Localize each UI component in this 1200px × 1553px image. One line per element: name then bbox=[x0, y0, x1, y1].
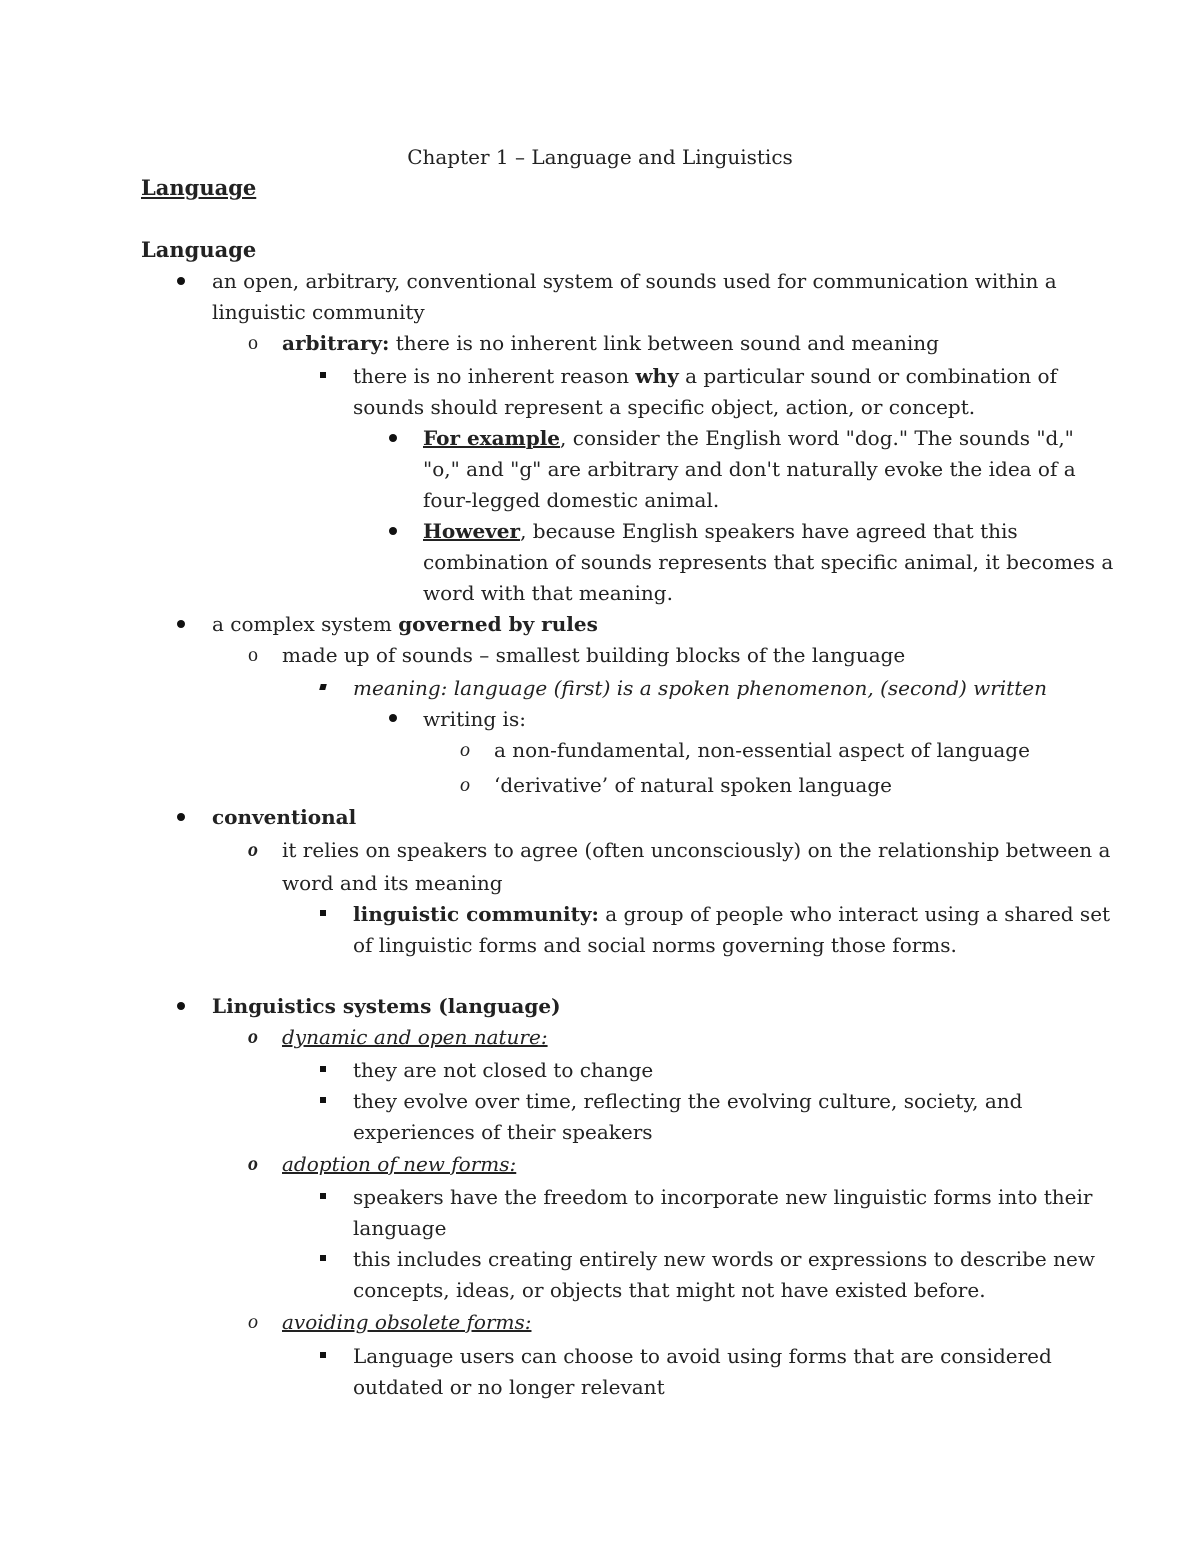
circle-bullet-icon: o bbox=[248, 1153, 258, 1175]
circle-bullet-icon: o bbox=[460, 739, 470, 761]
list-item-line bbox=[353, 363, 1057, 389]
square-bullet-icon bbox=[319, 684, 327, 690]
list-item-line: experiences of their speakers bbox=[353, 1120, 653, 1144]
page-title: Chapter 1 – Language and Linguistics bbox=[407, 145, 793, 169]
subheading: Language bbox=[141, 237, 257, 262]
text-segment: a complex system bbox=[212, 612, 399, 636]
circle-bullet-icon: o bbox=[460, 774, 470, 796]
circle-bullet-icon: o bbox=[248, 1026, 258, 1048]
list-item-line bbox=[353, 901, 1110, 927]
list-item-line: ‘derivative’ of natural spoken language bbox=[494, 773, 892, 797]
list-item-line: linguistic community bbox=[212, 300, 425, 324]
term-arbitrary: arbitrary: bbox=[282, 331, 390, 355]
list-item-line: they evolve over time, reflecting the evolving culture, society, and bbox=[353, 1089, 1023, 1113]
square-bullet-icon bbox=[320, 372, 326, 378]
list-item-line: four-legged domestic animal. bbox=[423, 488, 720, 512]
square-bullet-icon bbox=[320, 1255, 326, 1261]
text-segment: , consider the English word "dog." The sounds "d," bbox=[560, 426, 1074, 450]
list-item-line: meaning: language (first) is a spoken phenomenon, (second) written bbox=[353, 676, 1047, 700]
text-segment: there is no inherent reason bbox=[353, 364, 636, 388]
square-bullet-icon bbox=[320, 1097, 326, 1103]
list-item-line: made up of sounds – smallest building blocks of the language bbox=[282, 643, 906, 667]
term-linguistic-community: linguistic community: bbox=[353, 902, 599, 926]
list-item-line: outdated or no longer relevant bbox=[353, 1375, 665, 1399]
list-item-line: concepts, ideas, or objects that might not have existed before. bbox=[353, 1278, 986, 1302]
list-item-line: Language users can choose to avoid using forms that are considered bbox=[353, 1344, 1052, 1368]
list-item-line: language bbox=[353, 1216, 447, 1240]
circle-bullet-icon: o bbox=[248, 839, 258, 861]
list-item-line bbox=[212, 611, 598, 637]
list-item-line: a non-fundamental, non-essential aspect of language bbox=[494, 738, 1030, 762]
list-item-line: this includes creating entirely new words or expressions to describe new bbox=[353, 1247, 1095, 1271]
bullet-dot-icon bbox=[389, 434, 397, 442]
bullet-dot-icon bbox=[177, 1002, 185, 1010]
list-item-line: writing is: bbox=[423, 707, 526, 731]
list-item-line: an open, arbitrary, conventional system of sounds used for communication within a bbox=[212, 269, 1057, 293]
section-heading: Language bbox=[141, 175, 257, 200]
list-item-line bbox=[282, 330, 939, 356]
list-item-line: of linguistic forms and social norms governing those forms. bbox=[353, 933, 957, 957]
text-segment: , because English speakers have agreed that this bbox=[520, 519, 1018, 543]
list-item-line: word and its meaning bbox=[282, 871, 503, 895]
list-item-line: conventional bbox=[212, 805, 357, 829]
label-for-example: For example bbox=[423, 426, 561, 450]
bullet-dot-icon bbox=[177, 813, 185, 821]
bullet-dot-icon bbox=[177, 620, 185, 628]
circle-bullet-icon: o bbox=[248, 644, 258, 666]
bold-text-rules: governed by rules bbox=[398, 612, 598, 636]
text-segment: a group of people who interact using a shared set bbox=[598, 902, 1111, 926]
square-bullet-icon bbox=[320, 910, 326, 916]
list-item-line: sounds should represent a specific object, action, or concept. bbox=[353, 395, 976, 419]
square-bullet-icon bbox=[320, 1193, 326, 1199]
square-bullet-icon bbox=[320, 1352, 326, 1358]
circle-bullet-icon: o bbox=[248, 1311, 258, 1333]
list-item-line: "o," and "g" are arbitrary and don't naturally evoke the idea of a bbox=[423, 457, 1076, 481]
definition-text: there is no inherent link between sound and meaning bbox=[389, 331, 939, 355]
circle-bullet-icon: o bbox=[248, 332, 258, 354]
list-item-line: avoiding obsolete forms: bbox=[282, 1310, 532, 1334]
list-item-line bbox=[423, 425, 1074, 451]
list-item-line: speakers have the freedom to incorporate new linguistic forms into their bbox=[353, 1185, 1093, 1209]
list-item-line: Linguistics systems (language) bbox=[212, 994, 561, 1018]
list-item-line: dynamic and open nature: bbox=[282, 1025, 548, 1049]
bold-text-why: why bbox=[635, 364, 679, 388]
bullet-dot-icon bbox=[177, 277, 185, 285]
bullet-dot-icon bbox=[389, 527, 397, 535]
label-however: However bbox=[423, 519, 521, 543]
text-segment: a particular sound or combination of bbox=[678, 364, 1057, 388]
list-item-line: word with that meaning. bbox=[423, 581, 673, 605]
list-item-line: they are not closed to change bbox=[353, 1058, 654, 1082]
list-item-line: adoption of new forms: bbox=[282, 1152, 517, 1176]
square-bullet-icon bbox=[320, 1066, 326, 1072]
bullet-dot-icon bbox=[389, 714, 397, 722]
list-item-line bbox=[423, 518, 1018, 544]
list-item-line: combination of sounds represents that specific animal, it becomes a bbox=[423, 550, 1114, 574]
list-item-line: it relies on speakers to agree (often unconsciously) on the relationship between a bbox=[282, 838, 1111, 862]
